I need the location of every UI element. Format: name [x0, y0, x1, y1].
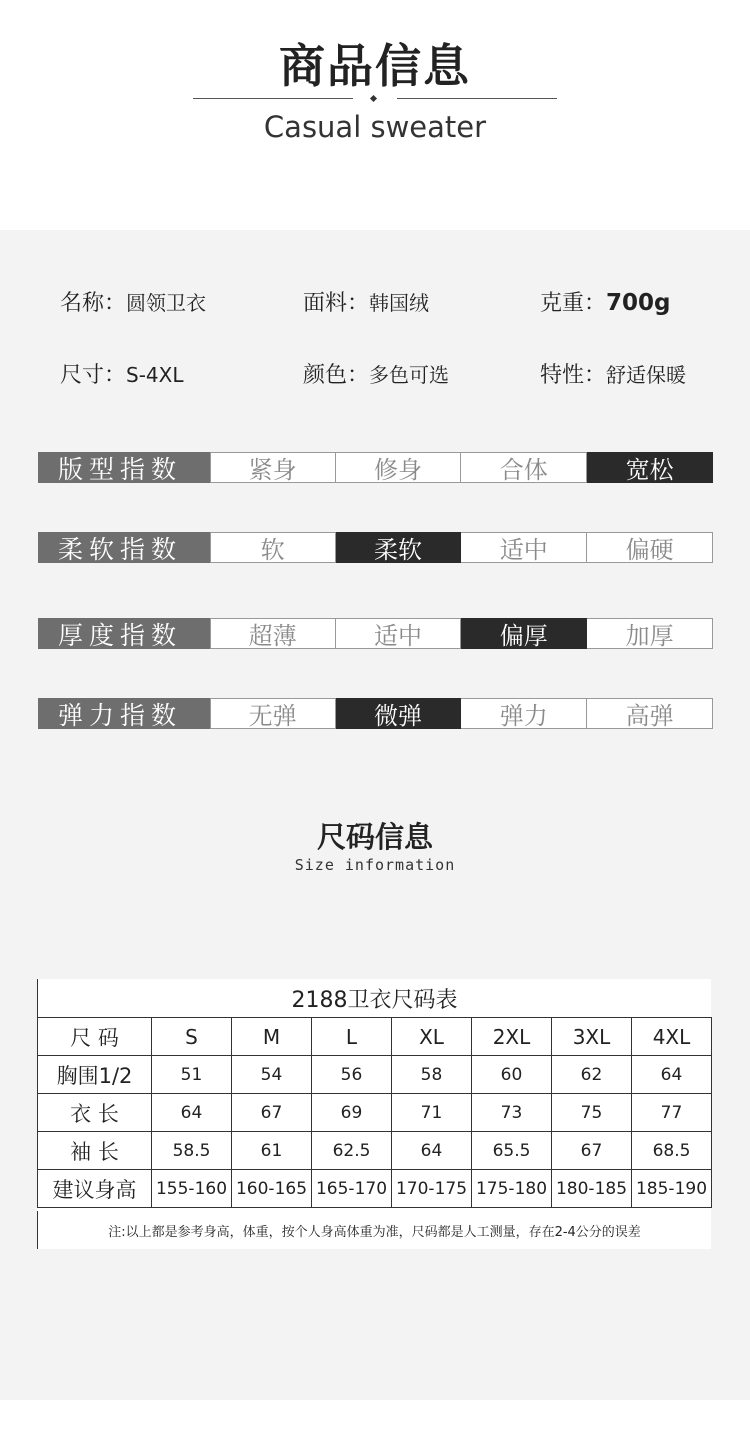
table-cell: 62: [552, 1056, 632, 1094]
table-header-cell: 尺 码: [38, 1018, 152, 1056]
table-row: [38, 1132, 712, 1170]
index-fit: [38, 452, 713, 483]
index-option: 高弹: [587, 698, 713, 729]
table-cell: 170-175: [392, 1170, 472, 1208]
page-title: 商品信息: [279, 39, 471, 93]
table-cell: 58.5: [152, 1132, 232, 1170]
header-section: [0, 0, 750, 230]
divider-left: [193, 98, 353, 99]
footer-space: [0, 1400, 750, 1437]
table-cell: 185-190: [632, 1170, 712, 1208]
table-cell: 155-160: [152, 1170, 232, 1208]
index-option-selected: 柔软: [336, 532, 462, 563]
table-cell: 165-170: [312, 1170, 392, 1208]
table-cell: 71: [392, 1094, 472, 1132]
table-cell: 75: [552, 1094, 632, 1132]
table-row-label: 建议身高: [38, 1170, 152, 1208]
size-section-subtitle: Size information: [294, 856, 456, 874]
table-cell: 56: [312, 1056, 392, 1094]
table-cell: 60: [472, 1056, 552, 1094]
table-row: [38, 1056, 712, 1094]
table-cell: 64: [632, 1056, 712, 1094]
table-cell: 64: [392, 1132, 472, 1170]
table-cell: 64: [152, 1094, 232, 1132]
index-option: 无弹: [210, 698, 336, 729]
index-option: 偏硬: [587, 532, 713, 563]
table-header-cell: L: [312, 1018, 392, 1056]
index-option: 适中: [461, 532, 587, 563]
table-cell: 67: [552, 1132, 632, 1170]
index-option: 软: [210, 532, 336, 563]
table-cell: 67: [232, 1094, 312, 1132]
index-elasticity: [38, 698, 713, 729]
size-table-grid: [37, 1017, 712, 1208]
spec-weight: 克重：700g: [540, 290, 671, 316]
spec-name: 名称：圆领卫衣: [60, 291, 207, 316]
index-label: 厚度指数: [38, 618, 210, 649]
index-label: 弹力指数: [38, 698, 210, 729]
page-subtitle: Casual sweater: [263, 110, 487, 144]
table-cell: 54: [232, 1056, 312, 1094]
table-row: [38, 1094, 712, 1132]
index-option: 紧身: [210, 452, 336, 483]
table-cell: 51: [152, 1056, 232, 1094]
spec-feature: 特性：舒适保暖: [540, 363, 687, 388]
size-table-caption: 2188卫衣尺码表: [37, 979, 711, 1017]
table-cell: 61: [232, 1132, 312, 1170]
table-header-cell: S: [152, 1018, 232, 1056]
table-cell: 58: [392, 1056, 472, 1094]
table-row-label: 胸围1/2: [38, 1056, 152, 1094]
table-row: [38, 1170, 712, 1208]
table-cell: 73: [472, 1094, 552, 1132]
size-table: [37, 979, 711, 1249]
table-header-cell: 4XL: [632, 1018, 712, 1056]
spec-color: 颜色：多色可选: [303, 363, 450, 388]
index-option-selected: 微弹: [336, 698, 462, 729]
table-row-label: 袖 长: [38, 1132, 152, 1170]
table-cell: 175-180: [472, 1170, 552, 1208]
table-header-cell: 2XL: [472, 1018, 552, 1056]
index-option-selected: 宽松: [587, 452, 713, 483]
table-cell: 180-185: [552, 1170, 632, 1208]
index-softness: [38, 532, 713, 563]
index-option: 适中: [336, 618, 462, 649]
size-table-note: 注:以上都是参考身高，体重，按个人身高体重为准，尺码都是人工测量，存在2-4公分的误差: [37, 1211, 711, 1249]
index-thickness: [38, 618, 713, 649]
divider-diamond: [370, 95, 377, 102]
table-cell: 62.5: [312, 1132, 392, 1170]
table-header-cell: 3XL: [552, 1018, 632, 1056]
index-option: 弹力: [461, 698, 587, 729]
spec-fabric: 面料：韩国绒: [303, 291, 430, 316]
table-cell: 68.5: [632, 1132, 712, 1170]
index-option-selected: 偏厚: [461, 618, 587, 649]
table-header-cell: XL: [392, 1018, 472, 1056]
table-row-label: 衣 长: [38, 1094, 152, 1132]
table-cell: 69: [312, 1094, 392, 1132]
spec-size: 尺寸：S-4XL: [60, 363, 184, 388]
table-cell: 77: [632, 1094, 712, 1132]
divider-right: [397, 98, 557, 99]
index-label: 柔软指数: [38, 532, 210, 563]
index-option: 加厚: [587, 618, 713, 649]
table-cell: 65.5: [472, 1132, 552, 1170]
table-cell: 160-165: [232, 1170, 312, 1208]
index-label: 版型指数: [38, 452, 210, 483]
index-option: 修身: [336, 452, 462, 483]
table-header-cell: M: [232, 1018, 312, 1056]
size-section-title: 尺码信息: [316, 820, 433, 854]
index-option: 超薄: [210, 618, 336, 649]
table-header-row: [38, 1018, 712, 1056]
index-option: 合体: [461, 452, 587, 483]
